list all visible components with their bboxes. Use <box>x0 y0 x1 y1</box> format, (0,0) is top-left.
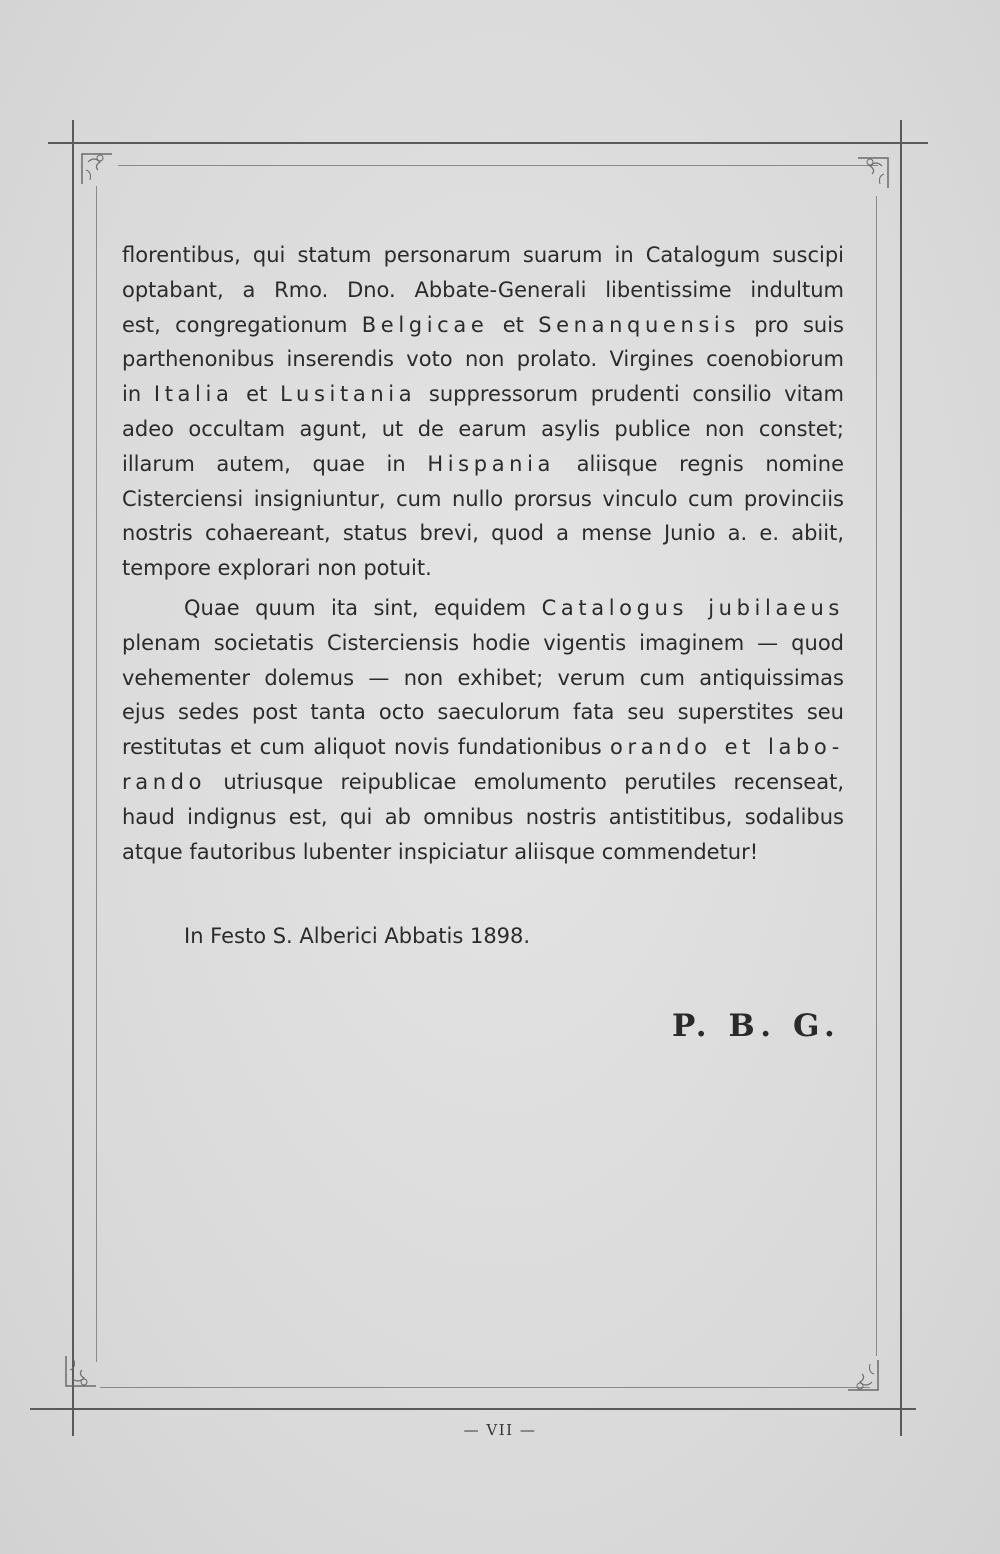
frame-bottom-inner-rule <box>100 1387 870 1388</box>
text-line: in Italia et Lusitania suppressorum prudenti consilio vitam <box>122 382 844 407</box>
spaced-word-senanquensis: Senanquensis <box>538 312 740 337</box>
signature-initials: P. B. G. <box>672 1008 841 1044</box>
frame-left-inner-rule <box>96 186 97 1362</box>
spaced-word-hispania: Hispania <box>427 451 556 476</box>
spaced-word-lusitania: Lusitania <box>280 382 417 407</box>
text-line: Quae quum ita sint, equidem Catalogus jubilaeus <box>184 595 844 620</box>
frame-right-inner-rule <box>876 196 877 1356</box>
text-line: Cisterciensi insigniuntur, cum nullo prorsus vinculo cum provinciis <box>122 486 844 511</box>
frame-left-rule <box>72 120 74 1436</box>
spaced-word-rando: rando <box>122 769 207 794</box>
text-line: adeo occultam agunt, ut de earum asylis publice non constet; <box>122 416 844 441</box>
text-line: haud indignus est, qui ab omnibus nostris antistitibus, sodalibus <box>122 804 844 829</box>
frame-bottom-rule <box>30 1408 916 1410</box>
text-line: plenam societatis Cisterciensis hodie vigentis imaginem — quod <box>122 630 844 655</box>
dateline: In Festo S. Alberici Abbatis 1898. <box>184 924 531 948</box>
text-line: est, congregationum Belgicae et Senanquensis pro suis <box>122 312 844 337</box>
text-line: rando utriusque reipublicae emolumento perutiles recenseat, <box>122 769 844 794</box>
frame-top-rule <box>48 142 928 144</box>
corner-ornament-top-left <box>78 148 118 188</box>
text-line: vehementer dolemus — non exhibet; verum cum antiquissimas <box>122 665 844 690</box>
spaced-word-belgicae: Belgicae <box>361 312 489 337</box>
text-line: florentibus, qui statum personarum suarum in Catalogum suscipi <box>122 243 844 267</box>
text-line: nostris cohaereant, status brevi, quod a mense Junio a. e. abiit, <box>122 521 844 546</box>
spaced-word-italia: Italia <box>153 382 234 407</box>
frame-right-rule <box>900 120 902 1436</box>
text-line: optabant, a Rmo. Dno. Abbate-Generali libentissime indultum <box>122 277 844 302</box>
text-line: atque fautoribus lubenter inspiciatur aliisque commendetur! <box>122 839 759 864</box>
text-line: tempore explorari non potuit. <box>122 556 432 581</box>
corner-ornament-bottom-right <box>842 1356 882 1396</box>
spaced-words-catalogus-jubilaeus: Catalogus jubilaeus <box>541 595 844 620</box>
text-line: restitutas et cum aliquot novis fundationibus orando et labo- <box>122 735 844 760</box>
text-line: ejus sedes post tanta octo saeculorum fata seu superstites seu <box>122 700 844 725</box>
text-line: parthenonibus inserendis voto non prolato. Virgines coenobiorum <box>122 347 844 372</box>
body-text <box>122 238 844 869</box>
frame-top-inner-rule <box>118 165 878 166</box>
corner-ornament-top-right <box>852 152 892 192</box>
page-number: — VII — <box>463 1421 537 1439</box>
spaced-words-orando-labo: orando et labo- <box>610 735 844 760</box>
corner-ornament-bottom-left <box>62 1352 102 1392</box>
text-line: illarum autem, quae in Hispania aliisque regnis nomine <box>122 451 844 476</box>
